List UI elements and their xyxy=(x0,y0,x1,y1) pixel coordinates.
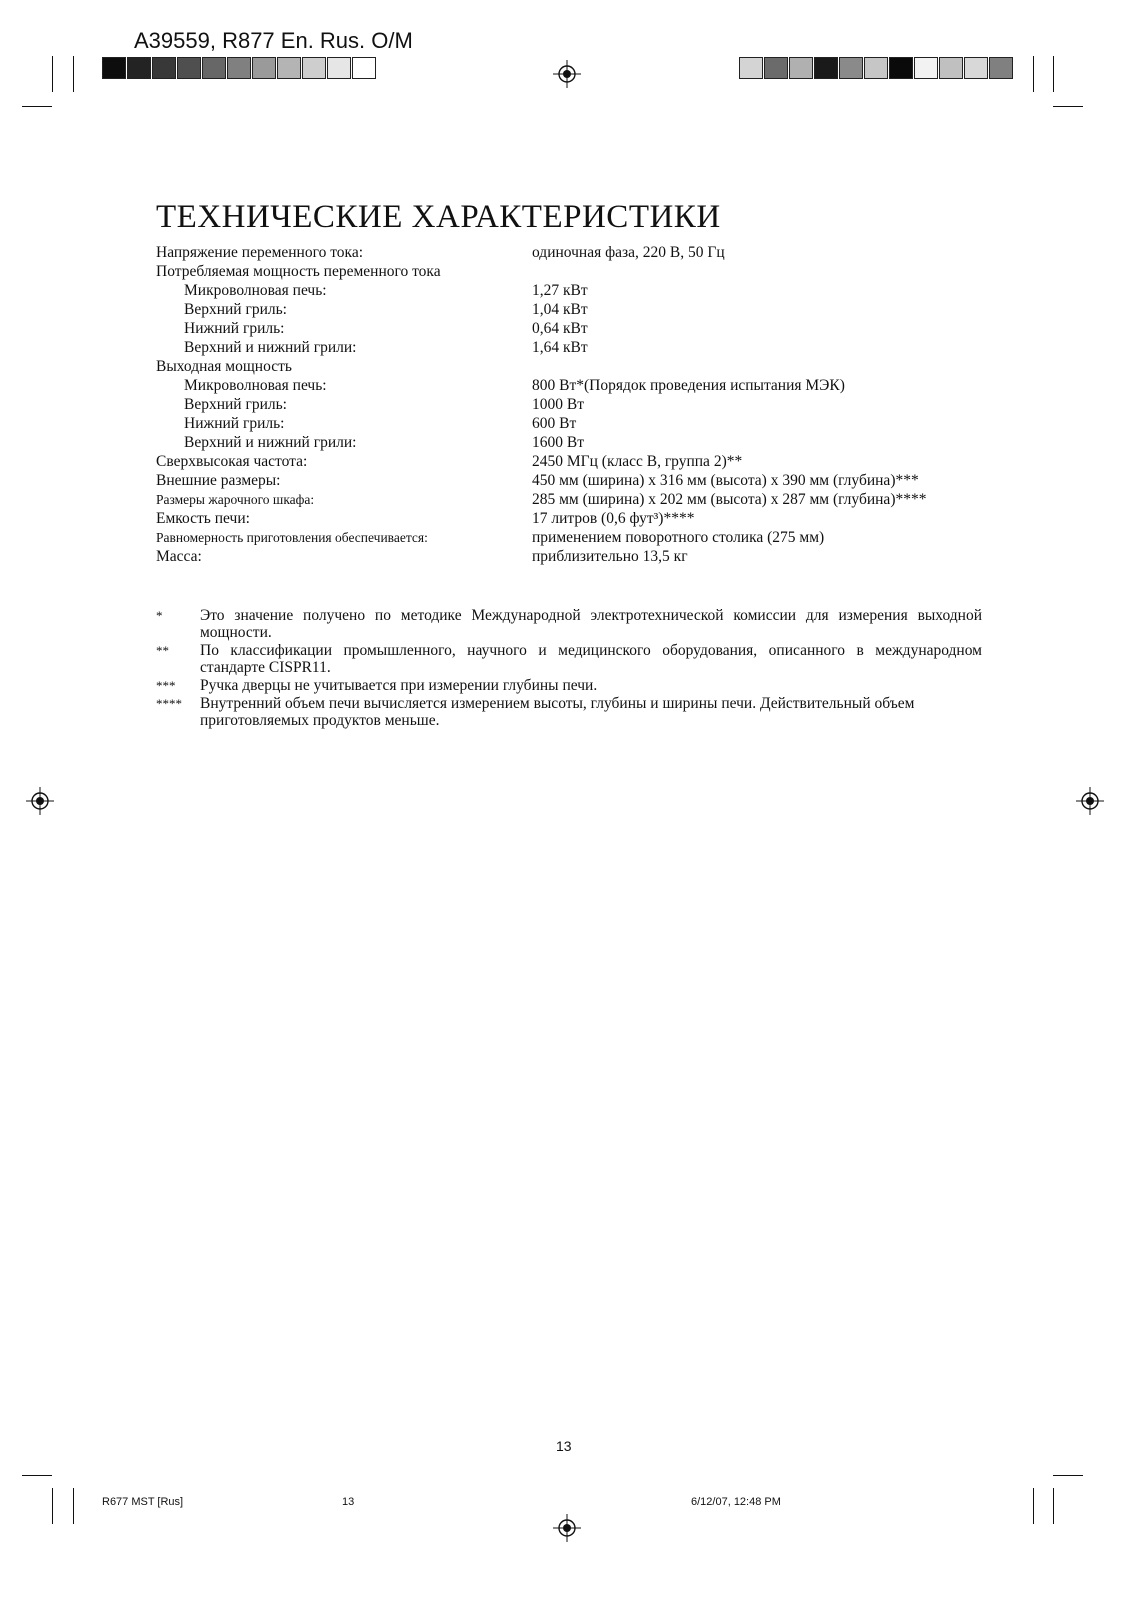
registration-mark-right-icon xyxy=(1076,787,1104,815)
spec-row-output-both-grills xyxy=(156,433,986,452)
color-swatch xyxy=(127,57,151,79)
color-swatch xyxy=(889,57,913,79)
footer-page: 13 xyxy=(342,1496,355,1508)
footnote-mark: ** xyxy=(156,643,169,658)
spec-label: Размеры жарочного шкафа: xyxy=(156,492,315,507)
color-swatch xyxy=(839,57,863,79)
spec-label: Выходная мощность xyxy=(156,358,292,375)
footer-timestamp: 6/12/07, 12:48 PM xyxy=(691,1496,781,1508)
spec-label: Внешние размеры: xyxy=(156,472,281,489)
footnote xyxy=(156,642,982,676)
color-swatch xyxy=(252,57,276,79)
spec-label: Емкость печи: xyxy=(156,510,250,527)
color-bar-right xyxy=(739,57,1014,81)
footnote-text: Ручка дверцы не учитывается при измерении глубины печи. xyxy=(200,677,598,694)
specs-table xyxy=(156,243,986,566)
document-code: A39559, R877 En. Rus. O/M xyxy=(134,28,413,53)
spec-row-consumption-bottom-grill xyxy=(156,319,986,338)
color-swatch xyxy=(227,57,251,79)
spec-value: 1,64 кВт xyxy=(532,339,588,356)
spec-value: 2450 МГц (класс В, группа 2)** xyxy=(532,453,743,470)
spec-label: Напряжение переменного тока: xyxy=(156,244,364,261)
color-swatch xyxy=(327,57,351,79)
spec-label: Верхний и нижний грили: xyxy=(184,434,357,451)
color-swatch xyxy=(964,57,988,79)
spec-label: Сверхвысокая частота: xyxy=(156,453,308,470)
spec-label: Верхний гриль: xyxy=(184,301,287,318)
spec-row-output-bottom-grill xyxy=(156,414,986,433)
spec-value: 1000 Вт xyxy=(532,396,584,413)
spec-value xyxy=(532,262,986,281)
spec-label: Масса: xyxy=(156,548,202,565)
registration-mark-left-icon xyxy=(26,787,54,815)
spec-row-consumption-top-grill xyxy=(156,300,986,319)
spec-row-voltage xyxy=(156,243,986,262)
spec-value: 1600 Вт xyxy=(532,434,584,451)
color-swatch xyxy=(914,57,938,79)
spec-row-consumption-microwave xyxy=(156,281,986,300)
spec-label: Нижний гриль: xyxy=(184,320,285,337)
color-swatch xyxy=(939,57,963,79)
footnote-mark: **** xyxy=(156,696,182,711)
spec-row-frequency xyxy=(156,452,986,471)
spec-label: Верхний гриль: xyxy=(184,396,287,413)
footnote-text: Это значение получено по методике Международной электротехнической комиссии для измерения выходной мощности. xyxy=(200,607,982,641)
registration-mark-top-icon xyxy=(553,60,581,88)
color-swatch xyxy=(177,57,201,79)
spec-row-consumption-both-grills xyxy=(156,338,986,357)
spec-value xyxy=(532,357,986,376)
spec-value: 1,04 кВт xyxy=(532,301,588,318)
color-swatch xyxy=(764,57,788,79)
spec-value: 17 литров (0,6 фут³)**** xyxy=(532,510,695,527)
footnote xyxy=(156,695,982,729)
spec-label: Микроволновая печь: xyxy=(184,377,327,394)
footnote-mark: * xyxy=(156,608,163,623)
color-swatch xyxy=(302,57,326,79)
spec-label: Нижний гриль: xyxy=(184,415,285,432)
spec-row-outer-dimensions xyxy=(156,471,986,490)
color-swatch xyxy=(202,57,226,79)
spec-value: 285 мм (ширина) x 202 мм (высота) x 287 мм (глубина)**** xyxy=(532,491,927,508)
spec-value: приблизительно 13,5 кг xyxy=(532,548,688,565)
spec-value: 1,27 кВт xyxy=(532,282,588,299)
registration-mark-bottom-icon xyxy=(553,1514,581,1542)
spec-row-output-top-grill xyxy=(156,395,986,414)
footnotes xyxy=(156,607,982,730)
spec-value: 800 Вт*(Порядок проведения испытания МЭК) xyxy=(532,377,845,394)
spec-value: применением поворотного столика (275 мм) xyxy=(532,529,825,546)
color-swatch xyxy=(277,57,301,79)
footnote-text: По классификации промышленного, научного и медицинского оборудования, описанного в международном стандарте CISPR11. xyxy=(200,642,982,676)
color-swatch xyxy=(739,57,763,79)
spec-label: Микроволновая печь: xyxy=(184,282,327,299)
color-swatch xyxy=(789,57,813,79)
spec-label: Верхний и нижний грили: xyxy=(184,339,357,356)
spec-value: 0,64 кВт xyxy=(532,320,588,337)
spec-value: 450 мм (ширина) x 316 мм (высота) x 390 мм (глубина)*** xyxy=(532,472,919,489)
spec-row-cooking-uniformity xyxy=(156,528,986,547)
footnote-text: Внутренний объем печи вычисляется измерением высоты, глубины и ширины печи. Действительный объем приготовляемых продуктов меньше. xyxy=(200,695,915,729)
spec-value: одиночная фаза, 220 В, 50 Гц xyxy=(532,244,725,261)
color-bar-left xyxy=(102,57,377,81)
color-swatch xyxy=(814,57,838,79)
spec-row-output-microwave xyxy=(156,376,986,395)
footnote-mark: *** xyxy=(156,678,176,693)
color-swatch xyxy=(102,57,126,79)
spec-row-power-consumption xyxy=(156,262,986,281)
spec-row-weight xyxy=(156,547,986,566)
color-swatch xyxy=(989,57,1013,79)
spec-row-capacity xyxy=(156,509,986,528)
spec-value: 600 Вт xyxy=(532,415,577,432)
color-swatch xyxy=(864,57,888,79)
color-swatch xyxy=(152,57,176,79)
spec-label: Потребляемая мощность переменного тока xyxy=(156,263,441,280)
spec-row-cavity-dimensions xyxy=(156,490,986,509)
footnote xyxy=(156,607,982,641)
spec-row-output-power xyxy=(156,357,986,376)
footnote xyxy=(156,677,982,694)
page-title: ТЕХНИЧЕСКИЕ ХАРАКТЕРИСТИКИ xyxy=(156,199,721,235)
page-number: 13 xyxy=(556,1438,572,1454)
spec-label: Равномерность приготовления обеспечивается: xyxy=(156,530,428,545)
color-swatch xyxy=(352,57,376,79)
footer-file-name: R677 MST [Rus] xyxy=(102,1496,184,1508)
